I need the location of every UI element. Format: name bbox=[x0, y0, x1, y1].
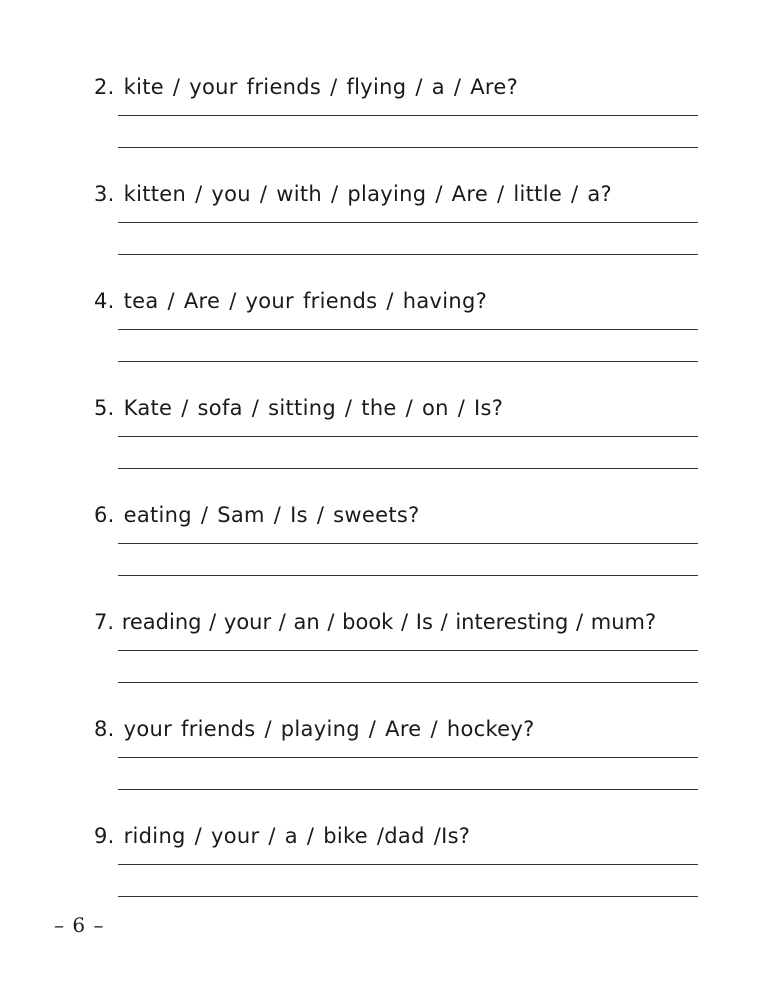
answer-line[interactable] bbox=[118, 543, 698, 544]
answer-line[interactable] bbox=[118, 329, 698, 330]
answer-line[interactable] bbox=[118, 896, 698, 897]
answer-line[interactable] bbox=[118, 650, 698, 651]
answer-line[interactable] bbox=[118, 222, 698, 223]
exercise-item-4 bbox=[94, 288, 704, 314]
exercise-item-2 bbox=[94, 74, 704, 100]
answer-line[interactable] bbox=[118, 682, 698, 683]
exercise-prompt: 8. your friends / playing / Are / hockey? bbox=[94, 717, 535, 741]
answer-line[interactable] bbox=[118, 436, 698, 437]
answer-line[interactable] bbox=[118, 361, 698, 362]
exercise-prompt: 6. eating / Sam / Is / sweets? bbox=[94, 503, 420, 527]
answer-line[interactable] bbox=[118, 115, 698, 116]
exercise-prompt: 7. reading / your / an / book / Is / interesting / mum? bbox=[94, 610, 657, 634]
answer-line[interactable] bbox=[118, 789, 698, 790]
exercise-item-6 bbox=[94, 502, 704, 528]
exercise-prompt: 3. kitten / you / with / playing / Are / little / a? bbox=[94, 182, 612, 206]
exercise-item-7 bbox=[94, 609, 704, 635]
exercise-item-5 bbox=[94, 395, 704, 421]
exercise-prompt: 9. riding / your / a / bike /dad /Is? bbox=[94, 824, 471, 848]
answer-line[interactable] bbox=[118, 864, 698, 865]
exercise-item-3 bbox=[94, 181, 704, 207]
page-number: – 6 – bbox=[54, 913, 105, 937]
answer-line[interactable] bbox=[118, 147, 698, 148]
exercise-item-9 bbox=[94, 823, 704, 849]
answer-line[interactable] bbox=[118, 575, 698, 576]
exercise-prompt: 4. tea / Are / your friends / having? bbox=[94, 289, 488, 313]
answer-line[interactable] bbox=[118, 254, 698, 255]
answer-line[interactable] bbox=[118, 468, 698, 469]
exercise-item-8 bbox=[94, 716, 704, 742]
exercise-prompt: 2. kite / your friends / flying / a / Are? bbox=[94, 75, 519, 99]
answer-line[interactable] bbox=[118, 757, 698, 758]
exercise-prompt: 5. Kate / sofa / sitting / the / on / Is? bbox=[94, 396, 504, 420]
